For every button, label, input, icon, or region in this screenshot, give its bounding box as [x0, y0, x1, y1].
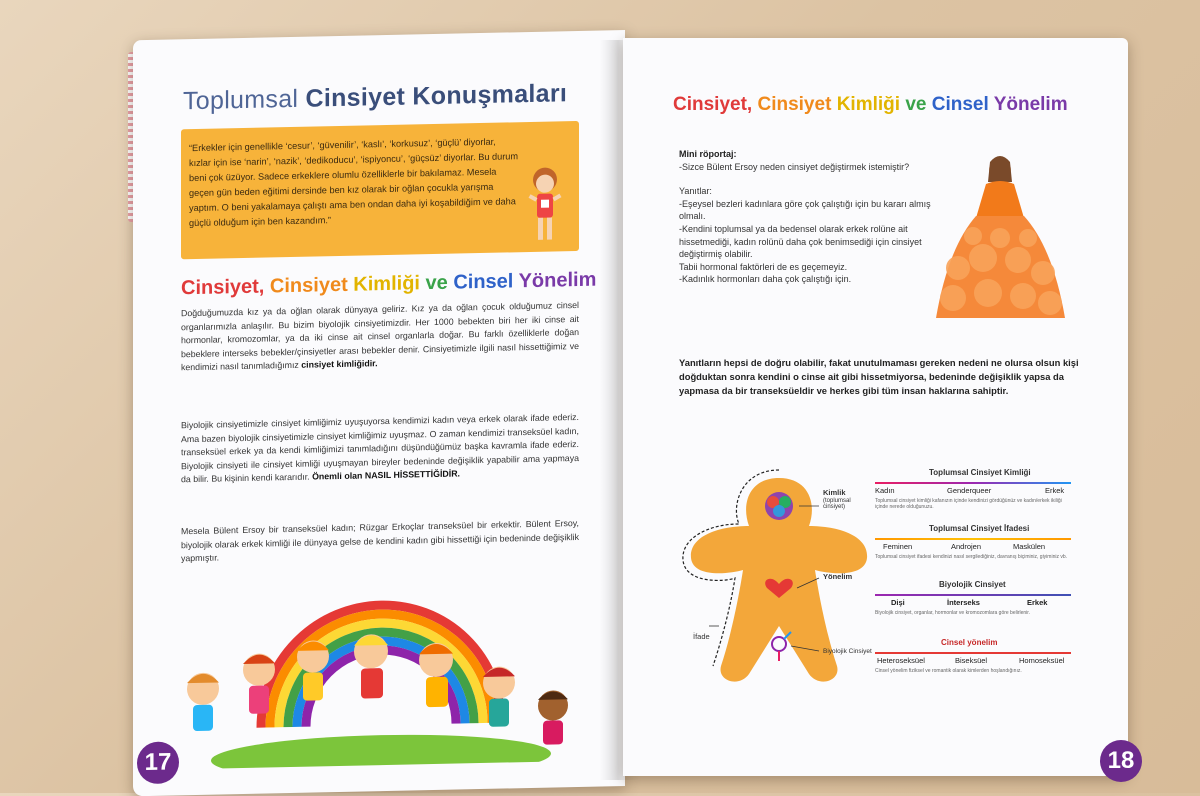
- heading-word: ve: [905, 94, 927, 115]
- orange-dress-photo: [928, 148, 1073, 328]
- scale-right: Erkek: [1045, 486, 1065, 495]
- section-heading: [181, 269, 596, 301]
- heading-word: Cinsiyet,: [673, 94, 753, 115]
- paragraph-text: Mesela Bülent Ersoy bir transeksüel kadın; Rüzgar Erkoçlar transeksüel bir erkektir. Bülent Ersoy, biyolojik olarak erkek kimliği ile dünyaya gelse de kendini kadın gibi hissettiği için bedeninde değişiklik yapmıştır.: [181, 517, 579, 564]
- scale-left: Heteroseksüel: [877, 656, 925, 665]
- page-title: [183, 79, 567, 116]
- scale-title: Biyolojik Cinsiyet: [939, 580, 1006, 589]
- scale-note: Toplumsal cinsiyet ifadesi kendinizi nasıl sergilediğiniz, davranış biçiminiz, giyiminiz vb.: [875, 554, 1068, 560]
- label-biyolojik: Biyolojik Cinsiyet: [823, 648, 872, 655]
- paragraph: [181, 411, 579, 487]
- scale-right: Erkek: [1027, 598, 1048, 607]
- label-kimlik-sub: (toplumsal cinsiyet): [823, 498, 851, 510]
- answer-item: -Kadınlık hormonları daha çok çalıştığı için.: [679, 274, 852, 285]
- label-ifade: İfade: [693, 632, 710, 641]
- scale-mid: Genderqueer: [947, 486, 992, 495]
- scale-bar: [875, 538, 1071, 540]
- heading-word: Cinsel: [453, 270, 514, 294]
- heading-word: Cinsel: [931, 94, 989, 115]
- rainbow-kids-illustration: [181, 581, 591, 770]
- scale-title: Toplumsal Cinsiyet Kimliği: [929, 468, 1031, 477]
- label-kimlik: Kimlik: [823, 488, 846, 497]
- scale-left: Kadın: [875, 486, 895, 495]
- paragraph-text: Doğduğumuzda kız ya da oğlan olarak dünyaya geliriz. Kız ya da oğlan çocuk olduğumuz cinsel organlarımızla anlaşılır. Bu bizim biyolojik cinsiyetimizdir. Her 1000 bebekten biri her iki cinse ait hormonlar, kromozomlar, ya da iki cinse ait cinsel organlarla doğar. Bu farklı özelliklerle doğan bebeklere interseks bebekler/çinsiyetler arası bebekler denir. Cinsiyetimizle ilgili nasıl hissettiğimiz ve kendimizi nasıl tanımladığımız: [181, 299, 579, 373]
- heading-word: Kimliği: [836, 94, 901, 115]
- heading-word: Kimliği: [353, 272, 420, 296]
- scale-right: Maskülen: [1013, 542, 1046, 551]
- answer-item: -Eşeysel bezleri kadınlara göre çok çalıştığı için bu kararı almış olmalı.: [679, 198, 931, 222]
- heading-word: Yönelim: [993, 94, 1068, 115]
- page-number: 17: [137, 741, 179, 784]
- heading-word: ve: [425, 271, 448, 295]
- scale-note: Biyolojik cinsiyet, organlar, hormonlar ve kromozomlara göre belirlenir.: [875, 610, 1031, 616]
- scale-note: Cinsel yönelim fiziksel ve romantik olarak kimlerden hoşlandığınız.: [875, 668, 1022, 674]
- girl-illustration: [521, 161, 569, 248]
- scale-mid: İnterseks: [947, 598, 980, 607]
- paragraph-emphasis: cinsiyet kimliğidir.: [301, 358, 378, 371]
- interview-title: Mini röportaj:: [679, 149, 737, 159]
- label-yonelim: Yönelim: [823, 572, 853, 581]
- section-heading: [673, 94, 1068, 116]
- scale-bar: [875, 594, 1071, 596]
- answer-item: Tabii hormonal faktörleri de es geçemeyiz.: [679, 261, 848, 272]
- paragraph: [181, 517, 579, 566]
- title-word: Toplumsal: [183, 84, 299, 116]
- heading-word: Cinsiyet: [757, 94, 832, 115]
- scale-bar: [875, 482, 1071, 484]
- heading-word: Cinsiyet: [269, 273, 348, 298]
- scale-left: Feminen: [883, 542, 913, 551]
- answers-title: Yanıtlar:: [679, 186, 712, 197]
- scale-title: Cinsel yönelim: [941, 638, 998, 647]
- scale-note: Toplumsal cinsiyet kimliği kafanızın içinde kendinizi gördüğünüz ve kadın/erkek ikiliği içinde nerede olduğunuzu.: [875, 498, 1062, 510]
- quote-text: “Erkekler için genellikle ‘cesur’, ‘güvenilir’, ‘kaslı’, ‘korkusuz’, ‘güçlü’ diyorlar, kızlar için ise ‘narin’, ‘nazik’, ‘dedikoducu’, ‘ispiyoncu’, ‘güçsüz’ diyorlar. Bu durum beni çok üzüyor. Sadece erkeklere olumlu özelliklerle bir bakılamaz. Mesela geçen gün beden eğitimi dersinde ben kız olarak bir oğlan çocukla yarışma yaptım. O beni yakalamaya çalıştı ama ben ondan daha iyi koşabildiğim ve daha güçlü olduğum için ben kazandım.”: [189, 136, 519, 229]
- quote-box: [181, 121, 579, 259]
- page-number: 18: [1100, 740, 1142, 782]
- right-page: [623, 38, 1135, 776]
- scale-mid: Biseksüel: [955, 656, 988, 665]
- scale-bar: [875, 652, 1071, 654]
- heading-word: Cinsiyet,: [181, 275, 265, 300]
- scale-mid: Androjen: [951, 542, 982, 551]
- answer-item: -Kendini toplumsal ya da bedensel olarak erkek rolüne ait hissetmediği, kadın rolünü daha çok benimsediği için cinsiyet değiştirmiş olabilir.: [679, 223, 922, 260]
- paragraph: [181, 299, 579, 375]
- title-word: Cinsiyet Konuşmaları: [305, 79, 568, 113]
- left-page: [133, 30, 625, 796]
- scale-right: Homoseksüel: [1019, 656, 1065, 665]
- paragraph-emphasis: Önemli olan NASIL HİSSETTİĞİDİR.: [312, 468, 460, 482]
- genderbread-infographic: [679, 466, 1099, 696]
- scale-left: Dişi: [891, 598, 905, 607]
- interview-question: -Sizce Bülent Ersoy neden cinsiyet değiştirmek istemiştir?: [679, 161, 910, 172]
- summary-text: Yanıtların hepsi de doğru olabilir, fakat unutulmaması gereken nedeni ne olursa olsun kişi doğduktan sonra kendini o cinse ait gibi hissetmiyorsa, bedeninde değişiklik yapsa da yapmasa da bir transeksüeldir ve herkes gibi tüm insan haklarına sahiptir.: [679, 357, 1079, 396]
- paragraph-text: Biyolojik cinsiyetimizle cinsiyet kimliğimiz uyuşuyorsa kendimizi kadın veya erkek olarak ifade ederiz. Ama bazen biyolojik cinsiyetimizle cinsiyet kimliğimiz uyuşmaz. O zaman kendimizi transeksüel kadın, transeksüel erkek ya da kendi kimliğimizi tanımladığını düşündüğümüz başka kavramla ifade ederiz. Biyolojik cinsiyeti ile cinsiyet kimliği uyuşmayan bireyler bedeninde değişiklik yapabilir ama yapmaya da bilir. Bu kişinin kendi kararıdır.: [181, 411, 579, 485]
- mini-interview: [679, 148, 939, 286]
- scale-title: Toplumsal Cinsiyet İfadesi: [929, 524, 1030, 533]
- heading-word: Yönelim: [518, 268, 597, 293]
